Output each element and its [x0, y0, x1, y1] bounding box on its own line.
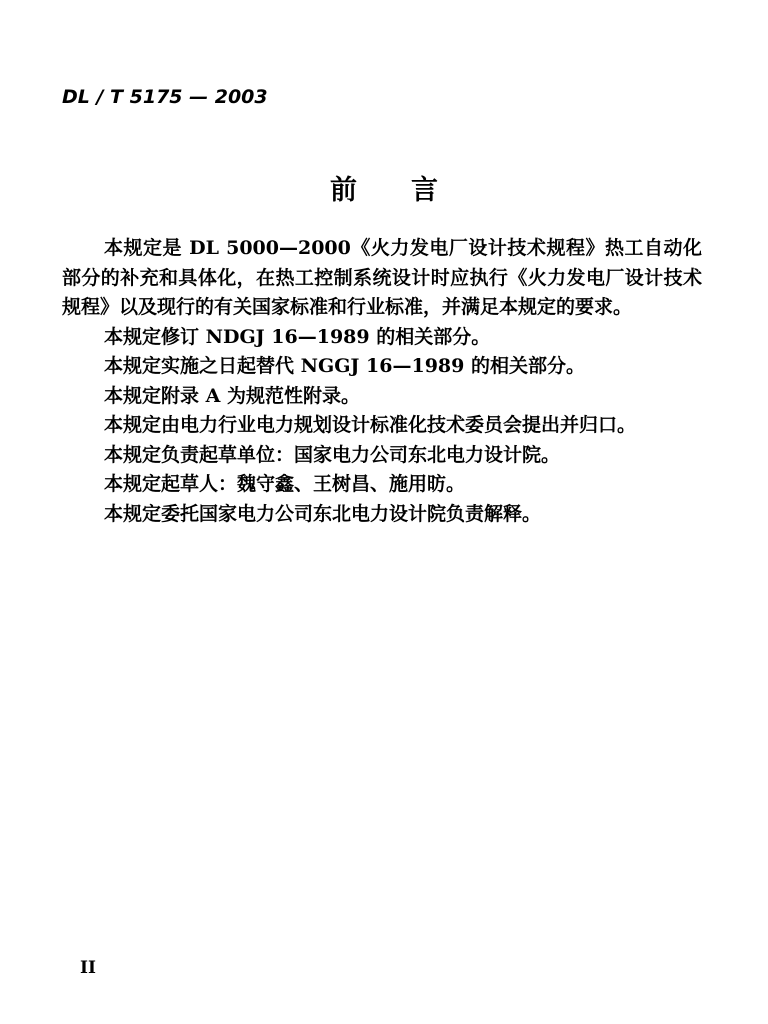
title-char-2: 言	[411, 175, 438, 206]
page-number: II	[80, 958, 96, 978]
foreword-paragraph: 本规定负责起草单位：国家电力公司东北电力设计院。	[104, 443, 561, 466]
page-title	[0, 168, 768, 207]
foreword-paragraph: 本规定是 DL 5000—2000《火力发电厂设计技术规程》热工自动化部分的补充和具体化，在热工控制系统设计时应执行《火力发电厂设计技术规程》以及现行的有关国家标准和行业标准，并满足本规定的要求。	[62, 237, 702, 318]
foreword-body	[62, 234, 702, 529]
foreword-paragraph: 本规定委托国家电力公司东北电力设计院负责解释。	[104, 502, 542, 525]
foreword-paragraph: 本规定由电力行业电力规划设计标准化技术委员会提出并归口。	[104, 414, 637, 436]
foreword-paragraph: 本规定实施之日起替代 NGGJ 16—1989 的相关部分。	[104, 355, 585, 377]
foreword-paragraph: 本规定附录 A 为规范性附录。	[104, 384, 360, 407]
foreword-paragraph: 本规定修订 NDGJ 16—1989 的相关部分。	[104, 325, 491, 348]
foreword-paragraph: 本规定起草人：魏守鑫、王树昌、施用昉。	[104, 473, 466, 495]
title-char-1: 前	[330, 175, 357, 206]
standard-code-header: DL / T 5175 — 2003	[62, 86, 268, 108]
